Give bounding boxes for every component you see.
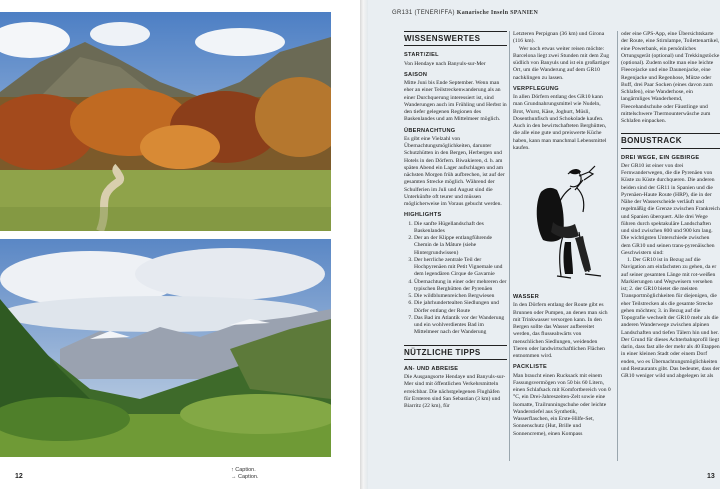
subheading: HIGHLIGHTS	[404, 212, 442, 219]
list-item: 3. Der herrliche zentrale Teil der Hochpyrenäen mit Petit Vignemale und dem legendären Cirque de Gavarnie	[414, 257, 507, 279]
subheading: WASSER	[513, 294, 540, 300]
paragraph: Es gibt eine Vielzahl von Übernachtungsmöglichkeiten, darunter Schutzhütten in den Bergen, Herbergen und Hotels in den Dörfern. Biwakieren, d. h. am späten Abend ein Lager aufschlagen und am nächsten Morgen früh aufbrechen, ist auf der gesamten Strecke möglich. Während der Schulferien im Juli und August sind die Unterkünfte oft teurer und müssen möglicherweise im Voraus gebucht werden.	[404, 135, 505, 207]
running-head	[392, 10, 538, 16]
illustration	[513, 162, 613, 284]
page-number-right: 13	[707, 473, 715, 480]
section-heading: NÜTZLICHE TIPPS	[404, 345, 507, 360]
paragraph: Wer noch etwas weiter reisen möchte: Barcelona liegt zwei Stunden mit dem Zug südlich von Banyuls und ist ein großartiger Ort, um die Wanderung auf dem GR10 nachklingen zu lassen.	[513, 45, 610, 81]
page-number-left: 12	[15, 473, 23, 480]
list-item: 5. Die wildblumenreichen Bergwiesen	[414, 293, 507, 300]
list-item: 6. Die jahrhundertealten Siedlungen und Dörfer entlang der Route	[414, 300, 507, 315]
list-item: 1. Die sanfte Hügellandschaft des Baskenlandes	[414, 221, 507, 236]
captions	[231, 467, 259, 481]
subheading: DREI WEGE, EIN GEBIRGE	[621, 154, 700, 161]
subheading: PACKLISTE	[513, 364, 547, 371]
list-item: 4. Übernachtung in einer oder mehreren der typischen Berghütten der Pyrenäen	[414, 279, 507, 294]
caption-right: → Caption.	[231, 474, 259, 480]
mountain-forest-trail-photo	[0, 12, 331, 231]
paragraph: Letzteren Perpignan (36 km) und Girona (116 km).	[513, 31, 605, 45]
column-rule	[509, 31, 510, 461]
route-code: GR131 (TENERIFFA)	[392, 10, 455, 16]
paragraph: Die Ausgangsorte Hendaye und Banyuls-sur-Mer sind mit öffentlichen Verkehrsmitteln erreichbar. Die nächstgelegenen Flughäfen für Ersteren sind San Sebastian (3 km) und Biarritz (22 km), für	[404, 374, 506, 409]
top-photo	[0, 12, 331, 231]
gutter	[360, 0, 368, 489]
paragraph: In den Dörfern entlang der Route gibt es Brunnen oder Pumpen, an denen man sich mit Trinkwasser versorgen kann. In den Bergen sollte das Wasser aufbereitet werden, das flusseabwärts von menschlichen Siedlungen, weidenden Tieren oder landwirtschaftlichen Flächen entnommen wird.	[513, 302, 608, 359]
subheading: ÜBERNACHTUNG	[404, 127, 456, 134]
section-heading: BONUSTRACK	[621, 133, 720, 148]
paragraph: oder eine GPS-App, eine Übersichtskarte der Route, eine Stirnlampe, Toilettenartikel, eine Powerbank, ein persönliches Ortungsgerät (optional) und Trekkingstöcke (optional). Zudem sollte man eine leichte Fleecejacke und eine Daunenjacke, eine Regenjacke und Regenhose, Mütze oder Buff, drei Paar Socken (eines davon zum Schlafen), eine Wanderhose, ein langärmliges Wanderhemd, Fleecehandschuhe oder Fäustlinge und mittelschwere Thermounterwäsche zum Schlafen einpacken.	[621, 31, 720, 124]
subheading: VERPFLEGUNG	[513, 85, 559, 92]
column-1	[404, 31, 507, 410]
paragraph: Mitte Juni bis Ende September. Wenn man eher an einer Teilstreckenwanderung als an einer Durchquerung interessiert ist, sind Wanderungen auch im Frühling und Herbst in den tiefer gelegenen Regionen des Baskenlandes und am Mittelmeer möglich.	[404, 80, 507, 123]
hiker-drinking-sketch	[513, 162, 613, 284]
list-item: 2. Der an der Klippe entlangführende Chemin de la Mâture (siehe Hintergrundwissen)	[414, 235, 507, 257]
column-3	[621, 31, 720, 380]
subheading: AN- UND ABREISE	[404, 365, 459, 372]
pyrenees-valley-photo	[0, 239, 331, 457]
paragraph: Man braucht einen Rucksack mit einem Fassungsvermögen von 50 bis 60 Litern, einen Schlafsack mit Komfortbereich von 0 °C, ein Drei-Jahreszeiten-Zelt sowie eine Isomatte, Trailrunningschuhe oder leichte Wanderstiefel aus Synthetik, Wasserflaschen, ein Erste-Hilfe-Set, Sonnenschutz (Hut, Brille und Sonnencreme), einen Kompass	[513, 372, 611, 437]
subheading: SAISON	[404, 71, 428, 78]
paragraph: Der GR10 ist einer von drei Fernwanderwegen, die die Pyrenäen von Küste zu Küste durchqueren. Die anderen beiden sind der GR11 in Spanien und die Pyrenäen-Haute Route (HRP), die in der Nähe der Wasserscheide verläuft und regelmäßig die Grenze zwischen Frankreich und Spanien überquert. Alle drei Wege führen durch spektakuläre Landschaften und sind zwischen 800 und 900 km lang. Die wichtigsten Unterschiede zwischen dem GR10 und seinen trans-pyrenäischen Geschwistern sind:	[621, 162, 720, 256]
paragraph: 1. Der GR10 ist in Bezug auf die Navigation am einfachsten zu gehen, da er auf seiner gesamten Länge mit rot-weißen Markierungen und Wegweisern versehen ist; 2. der GR10 bietet die meisten Transportmöglichkeiten für diejenigen, die eher Teilstrecken als die gesamte Strecke gehen möchten; 3. in Bezug auf die Topografie wechselt der GR10 mehr als die anderen Wanderwege zwischen alpinen Landschaften und tiefen Tälern hin und her. Der Grund für dieses Achterbahnprofil liegt darin, dass fast alle der mehr als 40 Etappen in einer kleinen Stadt oder einem Dorf enden, wo es Übernachtungsmöglichkeiten und Restaurants gibt. Das bedeutet, dass der GR10 weniger wild und abgelegen ist als	[621, 257, 720, 379]
caption-up: ↑ Caption.	[231, 467, 256, 473]
column-2	[513, 31, 613, 438]
list-item: 7. Das Bad im Atlantik vor der Wanderung und ein wohlverdientes Bad im Mittelmeer nach der Wanderung	[414, 315, 507, 337]
highlights-list	[404, 221, 507, 337]
running-title: Kanarische Inseln SPANIEN	[456, 10, 539, 16]
column-rule	[617, 31, 618, 461]
paragraph: Von Hendaye nach Banyuls-sur-Mer	[404, 60, 486, 67]
section-heading: WISSENSWERTES	[404, 31, 507, 46]
paragraph: In allen Dörfern entlang des GR10 kann man Grundnahrungsmittel wie Nudeln, Brot, Wurst, Käse, Joghurt, Müsli, Dosenthunfisch und Schokolade kaufen. Auch in den bewirtschafteten Berghütten, die alle eine gute und preiswerte Küche haben, kann man manchmal Lebensmittel kaufen.	[513, 94, 607, 151]
bottom-photo	[0, 239, 331, 457]
subheading: START/ZIEL	[404, 52, 439, 59]
